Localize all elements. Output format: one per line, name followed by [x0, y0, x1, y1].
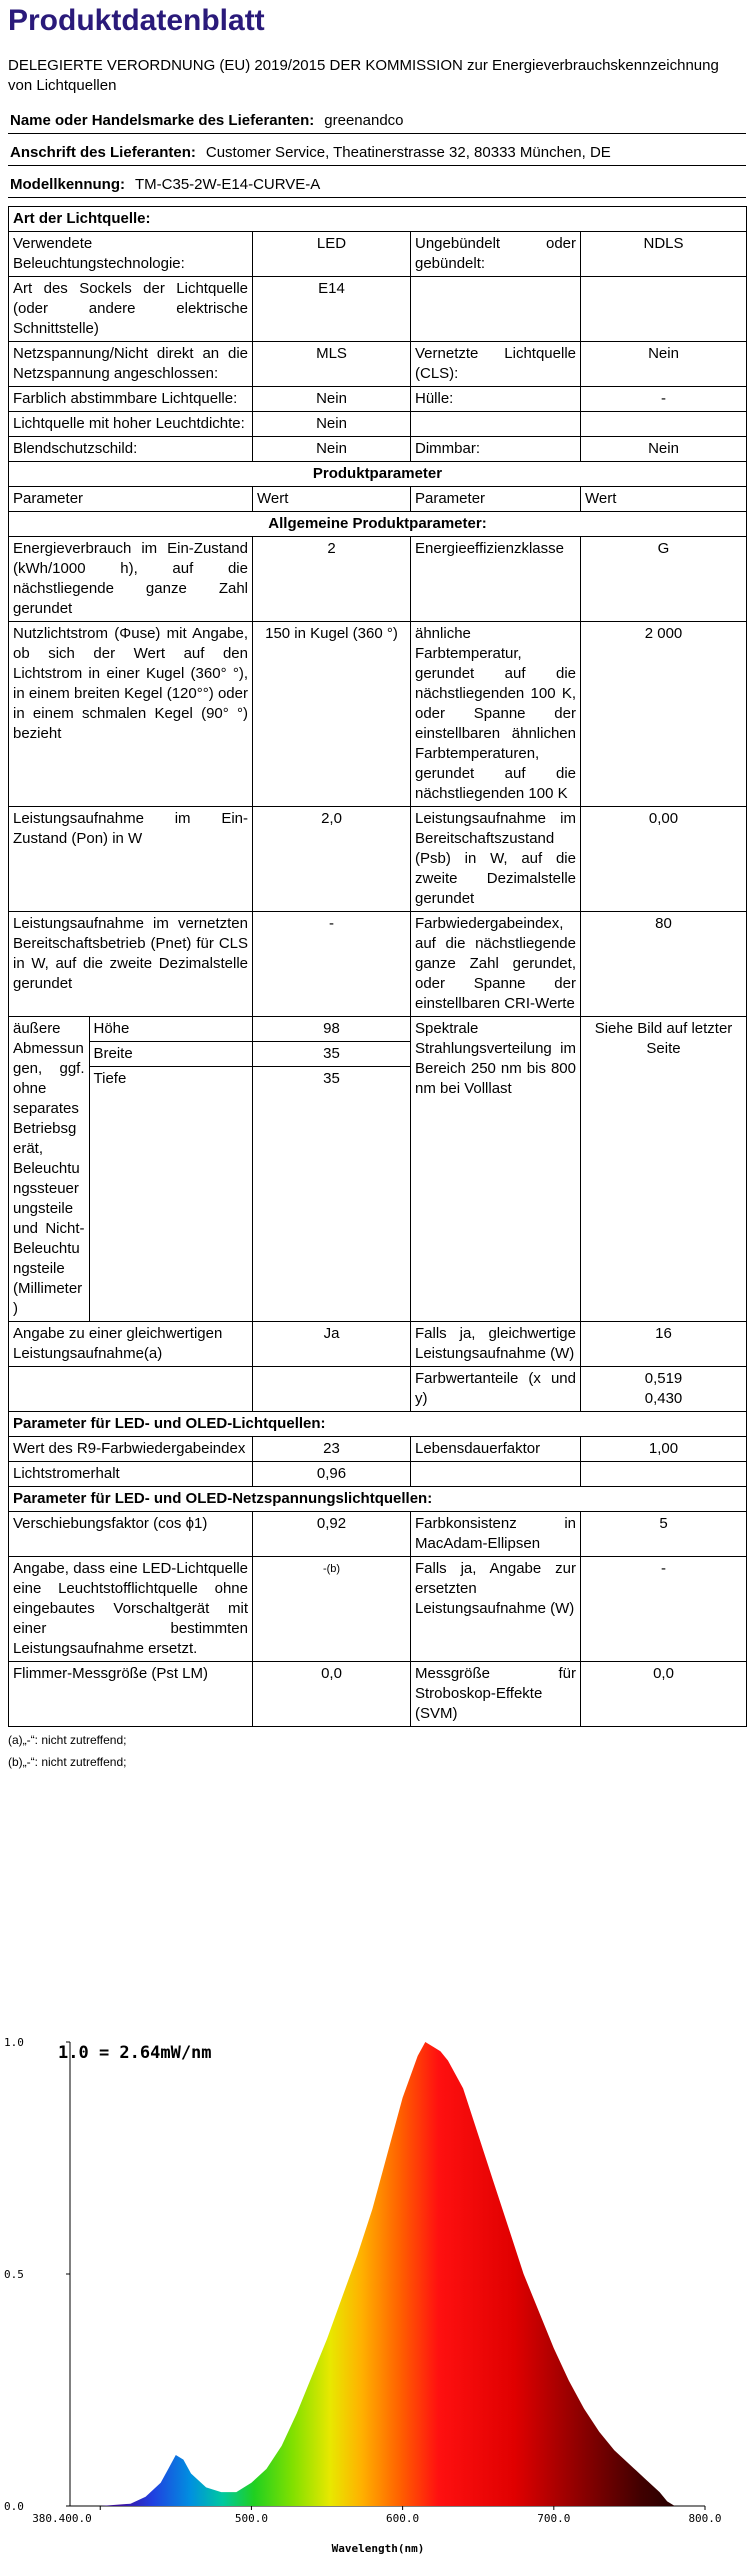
col-header-value: Wert	[581, 487, 747, 512]
type-cell: Dimmbar:	[411, 437, 581, 462]
pon-label: Leistungsaufnahme im Ein-Zustand (Pon) in W	[9, 807, 253, 912]
pf-value: 0,92	[253, 1512, 411, 1557]
type-cell	[411, 277, 581, 342]
empty-cell	[9, 1367, 253, 1412]
type-cell: Farblich abstimmbare Lichtquelle:	[9, 387, 253, 412]
dimensions-cell	[9, 1017, 253, 1322]
r9-label: Wert des R9-Farbwiedergabeindex	[9, 1437, 253, 1462]
class-label: Energieeffizienzklasse	[411, 537, 581, 622]
type-cell: Art des Sockels der Lichtquelle (oder andere elektrische Schnittstelle)	[9, 277, 253, 342]
x-tick-label: 800.0	[688, 2512, 722, 2525]
type-cell: Lichtquelle mit hoher Leuchtdichte:	[9, 412, 253, 437]
x-tick-label: 700.0	[537, 2512, 571, 2525]
fluor-w-label: Falls ja, Angabe zur ersetzten Leistungsaufnahme (W)	[411, 1557, 581, 1662]
chroma-y: 0,430	[644, 1390, 683, 1407]
empty-cell	[411, 1462, 581, 1487]
chroma-label: Farbwertanteile (x und y)	[411, 1367, 581, 1412]
cct-value: 2 000	[581, 622, 747, 807]
maint-value: 0,96	[253, 1462, 411, 1487]
fluor-label: Angabe, dass eine LED-Lichtquelle eine Leuchtstofflichtquelle ohne eingebautes Vorschaltgerät mit einer bestimmten Leistungsaufnahme ersetzt.	[9, 1557, 253, 1662]
pf-label: Verschiebungsfaktor (cos ϕ1)	[9, 1512, 253, 1557]
empty-cell	[253, 1367, 411, 1412]
general-params-heading: Allgemeine Produktparameter:	[9, 512, 747, 537]
flux-label: Nutzlichtstrom (Φuse) mit Angabe, ob sich der Wert auf den Lichtstrom in einer Kugel (360° °), in einem breiten Kegel (120°°) oder in einem schmalen Kegel (90° °) bezieht	[9, 622, 253, 807]
spectral-distribution-chart	[0, 2020, 754, 2560]
psb-value: 0,00	[581, 807, 747, 912]
cri-label: Farbwiedergabeindex, auf die nächstliegende ganze Zahl gerundet, oder Spanne der einstellbaren CRI-Werte	[411, 912, 581, 1017]
pnet-label: Leistungsaufnahme im vernetzten Bereitschaftsbetrieb (Pnet) für CLS in W, auf die zweite Dezimalstelle gerundet	[9, 912, 253, 1017]
x-tick-label: 500.0	[234, 2512, 268, 2525]
type-cell: MLS	[253, 342, 411, 387]
flicker-label: Flimmer-Messgröße (Pst LM)	[9, 1662, 253, 1727]
model-row	[8, 174, 746, 198]
height-label: Höhe	[90, 1017, 253, 1042]
width-value: 35	[253, 1042, 410, 1067]
maint-label: Lichtstromerhalt	[9, 1462, 253, 1487]
flux-value: 150 in Kugel (360 °)	[253, 622, 411, 807]
class-value: G	[581, 537, 747, 622]
depth-label: Tiefe	[93, 1070, 127, 1087]
product-params-heading: Produktparameter	[9, 462, 747, 487]
energy-value: 2	[253, 537, 411, 622]
supplier-name-label: Name oder Handelsmarke des Lieferanten:	[10, 112, 315, 129]
x-tick-label: 380.400.0	[32, 2512, 92, 2525]
type-cell: Nein	[581, 437, 747, 462]
model-label: Modellkennung:	[10, 176, 125, 193]
equiv-value: Ja	[253, 1322, 411, 1367]
type-cell: Blendschutzschild:	[9, 437, 253, 462]
led-heading: Parameter für LED- und OLED-Lichtquellen:	[9, 1412, 747, 1437]
type-cell: Nein	[253, 437, 411, 462]
type-cell: Verwendete Beleuchtungstechnologie:	[9, 232, 253, 277]
type-cell: Hülle:	[411, 387, 581, 412]
pnet-value: -	[253, 912, 411, 1017]
width-label: Breite	[90, 1042, 253, 1067]
equiv-w-value: 16	[581, 1322, 747, 1367]
svm-label: Messgröße für Stroboskop-Effekte (SVM)	[411, 1662, 581, 1727]
regulation-subtitle: DELEGIERTE VERORDNUNG (EU) 2019/2015 DER KOMMISSION zur Energieverbrauchskennzeichnung von Lichtquellen	[8, 57, 719, 94]
chroma-x: 0,519	[644, 1370, 683, 1387]
supplier-address-row	[8, 142, 746, 166]
x-tick-label: 600.0	[386, 2512, 420, 2525]
datasheet-table	[8, 206, 747, 1727]
supplier-address-value: Customer Service, Theatinerstrasse 32, 80333 München, DE	[205, 144, 611, 161]
empty-cell	[581, 1462, 747, 1487]
type-cell: -	[581, 387, 747, 412]
fluor-value: -(b)	[253, 1557, 411, 1662]
spectral-value: Siehe Bild auf letzter Seite	[581, 1017, 747, 1322]
col-header-param: Parameter	[411, 487, 581, 512]
type-cell	[581, 412, 747, 437]
dimensions-label: äußere Abmessungen, ggf. ohne separates Betriebsgerät, Beleuchtungssteuerungsteile und Nicht-Beleuchtungsteile (Millimeter)	[9, 1017, 89, 1321]
life-label: Lebensdauerfaktor	[411, 1437, 581, 1462]
dimensions-values	[253, 1017, 411, 1322]
spectrum-area	[70, 2042, 675, 2506]
type-cell	[411, 412, 581, 437]
spectral-label: Spektrale Strahlungsverteilung im Bereich 250 nm bis 800 nm bei Volllast	[411, 1017, 581, 1322]
type-cell: Ungebündelt oder gebündelt:	[411, 232, 581, 277]
life-value: 1,00	[581, 1437, 747, 1462]
equiv-w-label: Falls ja, gleichwertige Leistungsaufnahme (W)	[411, 1322, 581, 1367]
col-header-param: Parameter	[9, 487, 253, 512]
type-cell	[581, 277, 747, 342]
chart-title: 1.0 = 2.64mW/nm	[58, 2043, 212, 2063]
x-axis-label: Wavelength(nm)	[331, 2542, 425, 2555]
supplier-address-label: Anschrift des Lieferanten:	[10, 144, 196, 161]
flicker-value: 0,0	[253, 1662, 411, 1727]
type-cell: Nein	[253, 387, 411, 412]
energy-label: Energieverbrauch im Ein-Zustand (kWh/1000 h), auf die nächstliegende ganze Zahl gerundet	[9, 537, 253, 622]
mains-heading: Parameter für LED- und OLED-Netzspannungslichtquellen:	[9, 1487, 747, 1512]
type-cell: Nein	[581, 342, 747, 387]
type-cell: E14	[253, 277, 411, 342]
y-tick-label: 0.5	[4, 2268, 24, 2281]
psb-label: Leistungsaufnahme im Bereitschaftszustand (Psb) in W, auf die zweite Dezimalstelle gerundet	[411, 807, 581, 912]
fluor-w-value: -	[581, 1557, 747, 1662]
footnote-b: (b)„-“: nicht zutreffend;	[8, 1755, 127, 1769]
cct-label: ähnliche Farbtemperatur, gerundet auf die nächstliegenden 100 K, oder Spanne der einstellbaren ähnlichen Farbtemperaturen, gerundet auf die nächstliegenden 100 K	[411, 622, 581, 807]
r9-value: 23	[253, 1437, 411, 1462]
supplier-name-row	[8, 110, 746, 134]
y-tick-label: 1.0	[4, 2036, 24, 2049]
equiv-label: Angabe zu einer gleichwertigen Leistungsaufnahme(a)	[9, 1322, 253, 1367]
type-heading: Art der Lichtquelle:	[9, 207, 747, 232]
type-cell: Netzspannung/Nicht direkt an die Netzspannung angeschlossen:	[9, 342, 253, 387]
pon-value: 2,0	[253, 807, 411, 912]
svm-value: 0,0	[581, 1662, 747, 1727]
depth-value: 35	[323, 1070, 340, 1087]
type-cell: Vernetzte Lichtquelle (CLS):	[411, 342, 581, 387]
consist-label: Farbkonsistenz in MacAdam-Ellipsen	[411, 1512, 581, 1557]
cri-value: 80	[581, 912, 747, 1017]
model-value: TM-C35-2W-E14-CURVE-A	[135, 176, 321, 193]
type-cell: LED	[253, 232, 411, 277]
height-value: 98	[253, 1017, 410, 1042]
type-cell: NDLS	[581, 232, 747, 277]
y-tick-label: 0.0	[4, 2500, 24, 2513]
chroma-value	[581, 1367, 747, 1412]
col-header-value: Wert	[253, 487, 411, 512]
page-title: Produktdatenblatt	[8, 4, 265, 37]
supplier-name-value: greenandco	[324, 112, 404, 129]
footnote-a: (a)„-“: nicht zutreffend;	[8, 1733, 127, 1747]
type-cell: Nein	[253, 412, 411, 437]
consist-value: 5	[581, 1512, 747, 1557]
